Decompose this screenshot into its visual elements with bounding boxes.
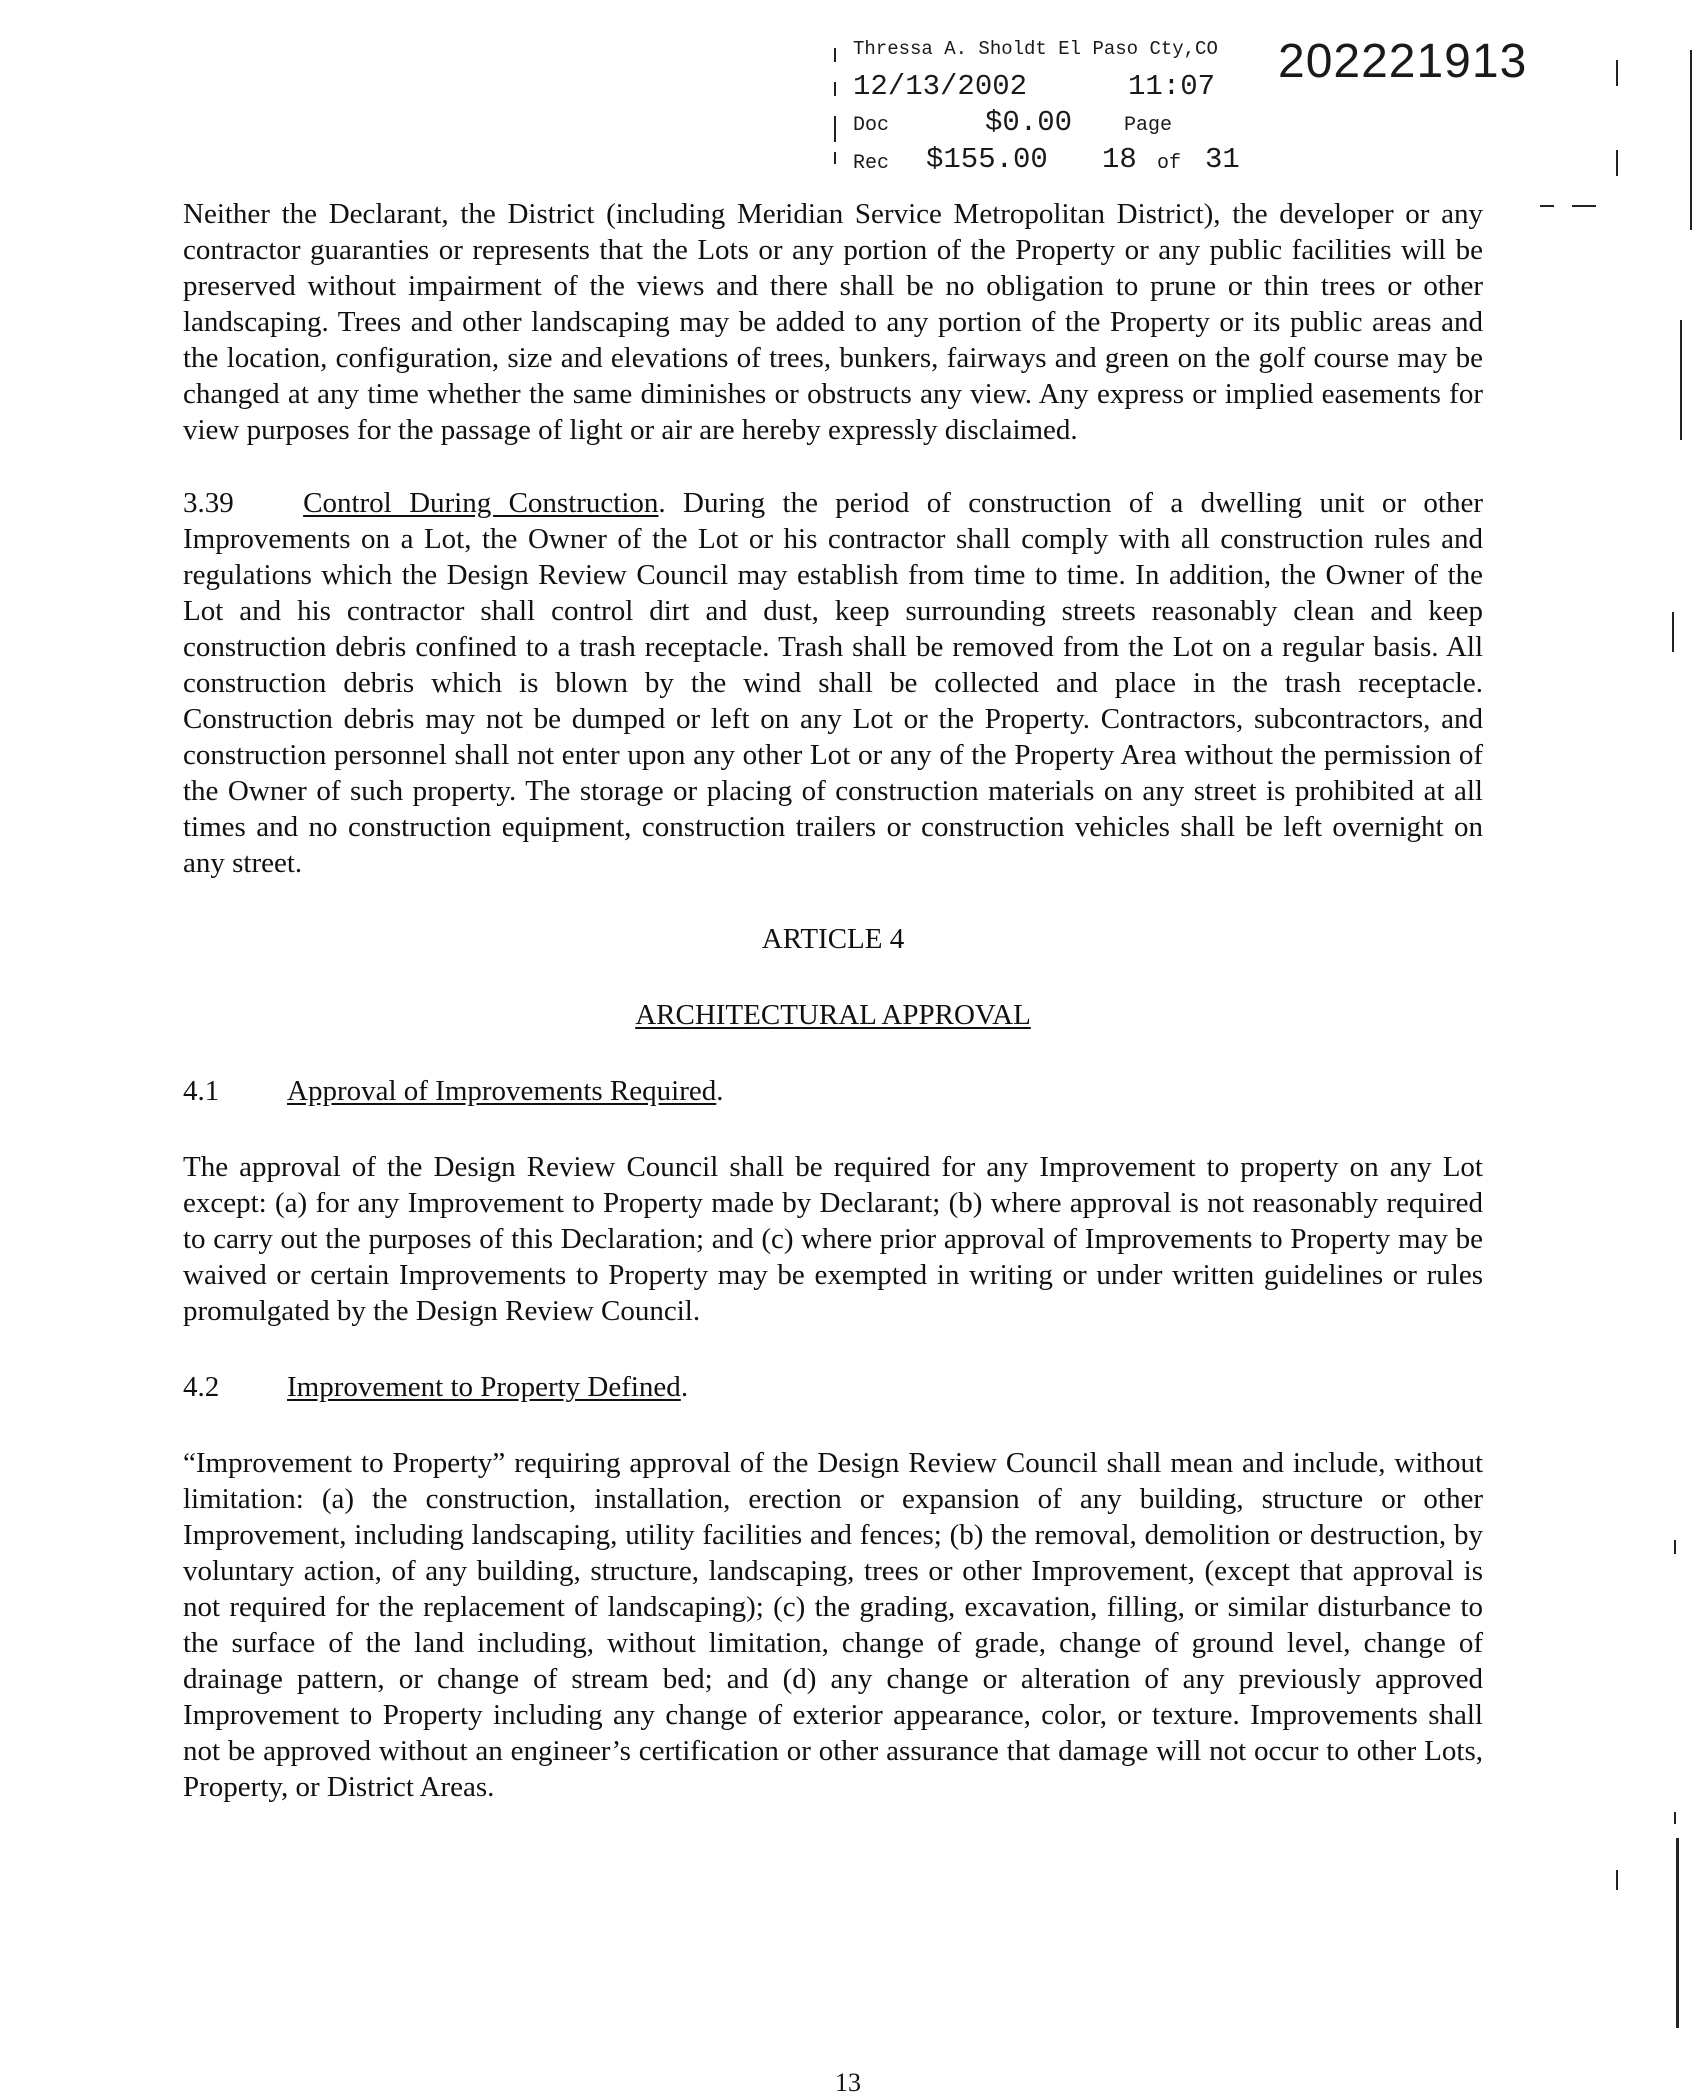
scan-mark: [1540, 205, 1554, 207]
recorder-name: Thressa A. Sholdt El Paso Cty,CO: [853, 38, 1218, 60]
paragraph-views-disclaimer: Neither the Declarant, the District (including Meridian Service Metropolitan District), the developer or any contractor guaranties or represents that the Lots or any portion of the Property or any public facilities will be preserved without impairment of the views and there shall be no obligation to prune or thin trees or other landscaping. Trees and other landscaping may be added to any portion of the Property or its public areas and the location, configuration, size and elevations of trees, bunkers, fairways and green on the golf course may be changed at any time whether the same diminishes or obstructs any view. Any express or implied easements for view purposes for the passage of light or air are hereby expressly disclaimed.: [183, 198, 1483, 446]
scan-mark: [1676, 1838, 1679, 2028]
rec-label: Rec: [853, 152, 890, 175]
section-3-39-title: Control During Construction: [303, 487, 659, 519]
section-4-1-heading: 4.1 Approval of Improvements Required.: [183, 1075, 724, 1107]
section-3-39-number: 3.39: [183, 487, 234, 519]
doc-label: Doc: [853, 114, 890, 137]
section-4-1-number: 4.1: [183, 1075, 220, 1107]
stamp-border-tick: [834, 82, 836, 96]
stamp-border-tick: [834, 152, 836, 164]
recording-date: 12/13/2002: [853, 70, 1028, 103]
section-4-2-heading: 4.2 Improvement to Property Defined.: [183, 1371, 689, 1403]
section-4-2-title: Improvement to Property Defined: [287, 1371, 681, 1403]
reception-number: 202221913: [1278, 35, 1528, 88]
recording-time: 11:07: [1128, 70, 1216, 103]
section-4-1-title: Approval of Improvements Required: [287, 1075, 717, 1107]
scan-mark: [1674, 1812, 1676, 1824]
scan-mark: [1690, 50, 1692, 230]
stamp-border-tick: [834, 48, 836, 62]
scan-mark: [1680, 320, 1682, 440]
section-4-1-text: The approval of the Design Review Council shall be required for any Improvement to property on any Lot except: (a) for any Improvement to Property made by Declarant; (b) where approval is not reasonably required to carry out the purposes of this Declaration; and (c) where prior approval of Improvements to Property may be waived or certain Improvements to Property may be exempted in writing or under written guidelines or rules promulgated by the Design Review Council.: [183, 1151, 1483, 1327]
section-3-39-text: During the period of construction of a dwelling unit or other Improvements on a Lot, the Owner of the Lot or his contractor shall comply with all construction rules and regulations which the Design Review Council may establish from time to time. In addition, the Owner of the Lot and his contractor shall control dirt and dust, keep surrounding streets reasonably clean and keep construction debris confined to a trash receptacle. Trash shall be removed from the Lot on a regular basis. All construction debris which is blown by the wind shall be collected and place in the trash receptacle. Construction debris may not be dumped or left on any Lot or the Property. Contractors, subcontractors, and construction personnel shall not enter upon any other Lot or any of the Property Area without the permission of the Owner of such property. The storage or placing of construction materials on any street is prohibited at all times and no construction equipment, construction trailers or construction vehicles shall be left overnight on any street.: [183, 487, 1484, 879]
scan-mark: [1674, 1540, 1676, 1554]
rec-fee: $155.00: [926, 143, 1048, 176]
section-4-2-number: 4.2: [183, 1371, 220, 1403]
page-current: 18: [1102, 143, 1137, 176]
section-4-2-text: “Improvement to Property” requiring approval of the Design Review Council shall mean and include, without limitation: (a) the construction, installation, erection or expansion of any building, structure or other Improvement, including landscaping, utility facilities and fences; (b) the removal, demolition or destruction, by voluntary action, of any building, structure, landscaping, trees or other Improvement, (except that approval is not required for the replacement of landscaping); (c) the grading, excavation, filling, or similar disturbance to the surface of the land including, without limitation, change of grade, change of ground level, change of drainage pattern, or change of stream bed; and (d) any change or alteration of any previously approved Improvement to Property including any change of exterior appearance, color, or texture. Improvements shall not be approved without an engineer’s certification or other assurance that damage will not occur to other Lots, Property, or District Areas.: [183, 1447, 1483, 1803]
scan-mark: [1616, 1870, 1618, 1890]
doc-fee: $0.00: [985, 106, 1073, 139]
document-body: [183, 196, 1483, 1805]
stamp-border-tick: [834, 116, 836, 142]
scan-mark: [1672, 612, 1674, 652]
scan-mark: [1616, 150, 1618, 176]
article-number: ARTICLE 4: [761, 923, 905, 955]
page-total: 31: [1205, 143, 1240, 176]
page-label: Page: [1124, 114, 1173, 137]
page-number: 13: [835, 2068, 861, 2097]
article-title: ARCHITECTURAL APPROVAL: [635, 999, 1031, 1031]
section-3-39: 3.39 Control During Construction. During the period of construction of a dwelling unit or other Improvements on a Lot, the Owner of the Lot or his contractor shall comply with all construction rules and regulations which the Design Review Council may establish from time to time. In addition, the Owner of the Lot and his contractor shall control dirt and dust, keep surrounding streets reasonably clean and keep construction debris confined to a trash receptacle. Trash shall be removed from the Lot on a regular basis. All construction debris which is blown by the wind shall be collected and place in the trash receptacle. Construction debris may not be dumped or left on any Lot or the Property. Contractors, subcontractors, and construction personnel shall not enter upon any other Lot or any of the Property Area without the permission of the Owner of such property. The storage or placing of construction materials on any street is prohibited at all times and no construction equipment, construction trailers or construction vehicles shall be left overnight on any street.: [183, 487, 1484, 879]
page-of: of: [1157, 152, 1182, 175]
scan-mark: [1572, 205, 1596, 207]
scan-mark: [1616, 60, 1618, 86]
